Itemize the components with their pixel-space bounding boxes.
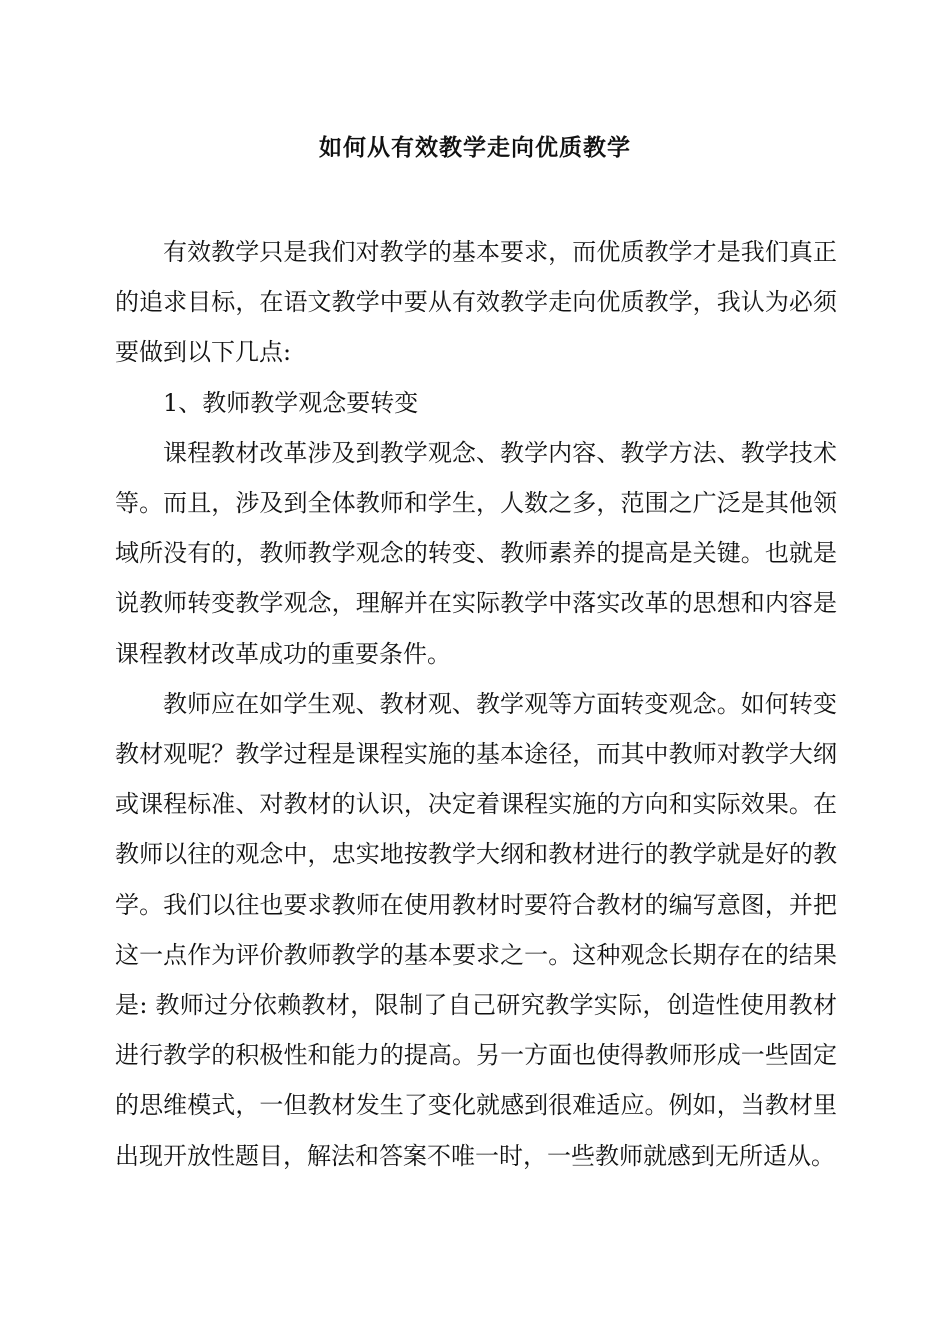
- paragraph-teacher-views: 教师应在如学生观、教材观、教学观等方面转变观念。如何转变教材观呢？教学过程是课程实施的基本途径，而其中教师对教学大纲或课程标准、对教材的认识，决定着课程实施的方向和实际效果。在教师以往的观念中，忠实地按教学大纲和教材进行的教学就是好的教学。我们以往也要求教师在使用教材时要符合教材的编写意图，并把这一点作为评价教师教学的基本要求之一。这种观念长期存在的结果是: 教师过分依赖教材，限制了自己研究教学实际，创造性使用教材进行教学的积极性和能力的提高。另一方面也使得教师形成一些固定的思维模式，一但教材发生了变化就感到很难适应。例如，当教材里出现开放性题目，解法和答案不唯一时，一些教师就感到无所适从。: [115, 689, 837, 1170]
- section-heading-1: 1、教师教学观念要转变: [163, 388, 419, 417]
- document-body: [115, 227, 837, 1181]
- paragraph-curriculum-reform: 课程教材改革涉及到教学观念、教学内容、教学方法、教学技术等。而且，涉及到全体教师和学生，人数之多，范围之广泛是其他领域所没有的，教师教学观念的转变、教师素养的提高是关键。也就是说教师转变教学观念，理解并在实际教学中落实改革的思想和内容是课程教材改革成功的重要条件。: [115, 438, 837, 668]
- paragraph-intro: 有效教学只是我们对教学的基本要求，而优质教学才是我们真正的追求目标，在语文教学中要从有效教学走向优质教学，我认为必须要做到以下几点:: [115, 238, 837, 367]
- document-title: 如何从有效教学走向优质教学: [319, 135, 631, 161]
